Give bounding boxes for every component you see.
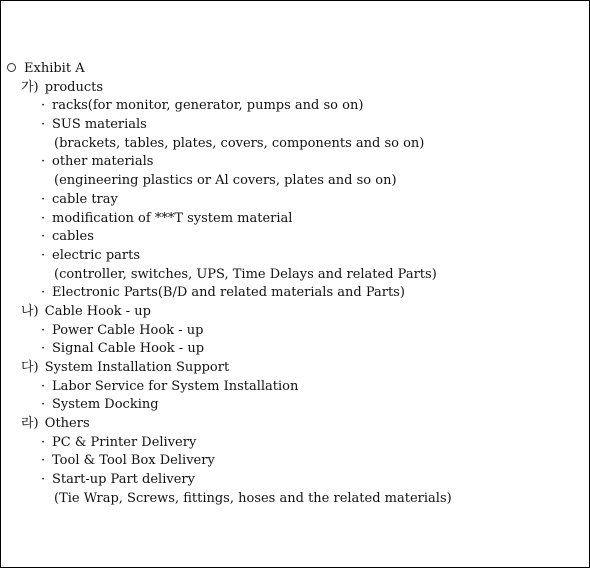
section-heading (7, 359, 583, 378)
list-item (7, 97, 583, 116)
bullet-dot: · (41, 378, 46, 394)
bullet-dot: · (41, 210, 46, 226)
section-label: Cable Hook - up (44, 303, 152, 319)
section-marker: 라) (21, 416, 39, 432)
bullet-dot: · (41, 322, 46, 338)
list-item-text: System Docking (52, 397, 159, 413)
list-item-text: Electronic Parts(B/D and related materials and Parts) (52, 285, 405, 301)
list-item-text: electric parts (52, 247, 141, 263)
list-item-text: cable tray (52, 191, 118, 207)
list-item (7, 284, 583, 303)
list-item (7, 471, 583, 490)
list-item-text: PC & Printer Delivery (52, 434, 197, 450)
list-item (7, 153, 583, 172)
bullet-dot: · (41, 285, 46, 301)
bullet-dot: · (41, 472, 46, 488)
list-item-text: Signal Cable Hook - up (52, 341, 205, 357)
bullet-dot: · (41, 154, 46, 170)
section-label: Others (44, 416, 90, 432)
list-item (7, 228, 583, 247)
list-item-text: modification of ***T system material (52, 210, 293, 226)
list-item-text: other materials (52, 154, 154, 170)
section-label: System Installation Support (44, 360, 230, 375)
list-item (7, 247, 583, 266)
section-marker: 나) (21, 303, 39, 319)
bullet-dot: · (41, 434, 46, 450)
list-item-text: SUS materials (52, 117, 147, 133)
section-marker: 가) (21, 79, 39, 95)
list-item-text: racks(for monitor, generator, pumps and so on) (52, 98, 364, 114)
list-item-text: Labor Service for System Installation (52, 378, 299, 394)
list-item-detail: (Tie Wrap, Screws, fittings, hoses and the related materials) (54, 490, 452, 506)
list-item (7, 434, 583, 453)
section-heading (7, 415, 583, 434)
list-item (7, 340, 583, 359)
list-item-detail: (engineering plastics or Al covers, plates and so on) (54, 173, 397, 189)
exhibit-heading (7, 60, 583, 79)
section-heading (7, 303, 583, 322)
list-item (7, 116, 583, 135)
list-item-text: cables (52, 229, 94, 245)
bullet-dot: · (41, 397, 46, 413)
list-item (7, 452, 583, 471)
list-item (7, 322, 583, 341)
section-label: products (44, 79, 104, 95)
document-body (7, 60, 583, 509)
section-heading (7, 79, 583, 98)
bullet-dot: · (41, 229, 46, 245)
bullet-dot: · (41, 247, 46, 263)
list-item (7, 396, 583, 415)
exhibit-title: Exhibit A (24, 61, 85, 76)
bullet-dot: · (41, 117, 46, 133)
section-marker: 다) (21, 360, 39, 375)
list-item (7, 378, 583, 397)
bullet-dot: · (41, 341, 46, 357)
list-item-detail: (brackets, tables, plates, covers, components and so on) (54, 135, 425, 151)
list-item (7, 191, 583, 210)
bullet-dot: · (41, 453, 46, 469)
list-item-text: Power Cable Hook - up (52, 322, 204, 338)
list-item-text: Start-up Part delivery (52, 472, 195, 488)
list-item-detail: (controller, switches, UPS, Time Delays and related Parts) (54, 266, 437, 282)
list-item (7, 210, 583, 229)
list-item-text: Tool & Tool Box Delivery (52, 453, 215, 469)
bullet-dot: · (41, 191, 46, 207)
circle-bullet-icon (7, 63, 16, 72)
bullet-dot: · (41, 98, 46, 114)
